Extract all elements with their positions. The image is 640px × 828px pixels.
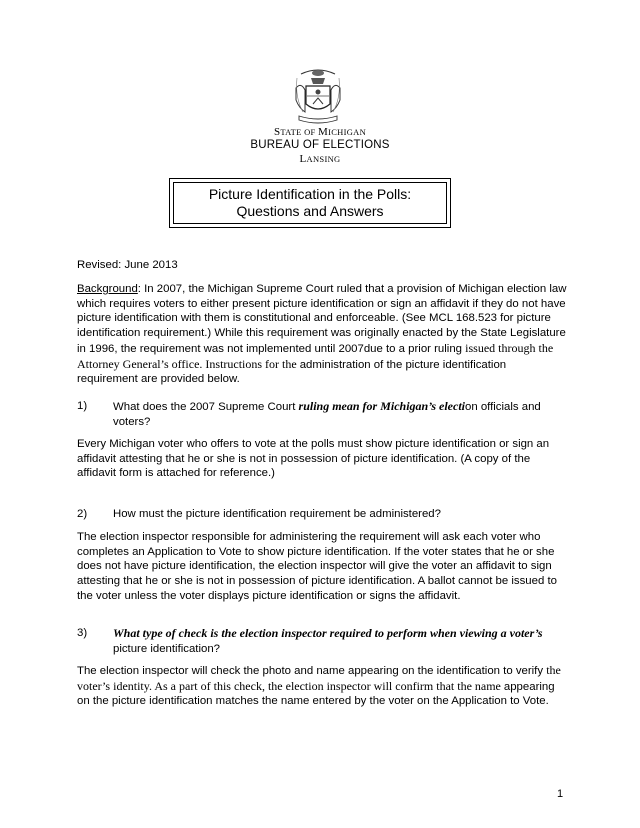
- document-page: STATE OF MICHIGAN BUREAU OF ELECTIONS LANSING Picture Identification in the Polls: Questions and Answers Revised: June 2013 Background: In 2007, the Michigan Supreme Court ruled that a provision of Michigan election law which requires voters to either present picture identification or sign an affidavit if they do not have picture identification with them is constitutional and enforceable. (See MCL 168.523 for picture identification requirement.) While this requirement was originally enacted by the State Legislature in 1996, the requirement was not implemented until 2007due to a prior ruling issued through the Attorney General’s office. Instructions for the administration of the picture identification requirement are provided below. 1) What does the 2007 Supreme Court ruling mean for Michigan’s election officials and voters? Every Michigan voter who offers to vote at the polls must show picture identification or sign an affidavit attesting that he or she is not in possession of picture identification. (A copy of the affidavit form is attached for reference.) 2) How must the picture identification requirement be administered? The election inspector responsible for administering the requirement will ask each voter who completes an Application to Vote to show picture identification. If the voter states that he or she does not have picture identification, the election inspector will give the voter an affidavit to sign attesting that he or she is not in possession of picture identification. A ballot cannot be issued to the voter unless the voter displays picture identification or signs the affidavit. 3) What type of check is the election inspector required to perform when viewing a voter’s picture identification? The election inspector will check the photo and name appearing on the identification to verify the voter’s identity. As a part of this check, the election inspector will confirm that the name appearing on the picture identification matches the name entered by the voter on the Application to Vote. 1: [0, 0, 640, 828]
- title-box: [169, 178, 451, 228]
- background-paragraph: Background: In 2007, the Michigan Supreme Court ruled that a provision of Michigan election law which requires voters to either present picture identification or sign an affidavit if they do not have picture identification with them is constitutional and enforceable. (See MCL 168.523 for picture identification requirement.) While this requirement was originally enacted by the State Legislature in 1996, the requirement was not implemented until 2007due to a prior ruling issued through the Attorney General’s office. Instructions for the administration of the picture identification requirement are provided below.: [77, 283, 567, 386]
- question-number: 1): [77, 400, 88, 412]
- title-line-1: Picture Identification in the Polls:: [208, 186, 412, 202]
- answer-3: The election inspector will check the photo and name appearing on the identification to verify the voter’s identity. As a part of this check, the election inspector will confirm that the name appearing on the picture identification matches the name entered by the voter on the Application to Vote.: [77, 663, 561, 708]
- question-number: 2): [77, 508, 88, 520]
- answer-1: Every Michigan voter who offers to vote at the polls must show picture identification or sign an affidavit attesting that he or she is not in possession of picture identification. (A copy of the affidavit form is attached for reference.): [77, 438, 550, 480]
- bureau-of-elections-line: BUREAU OF ELECTIONS: [250, 139, 390, 151]
- michigan-seal-icon: [293, 68, 343, 126]
- background-label: Background: [77, 283, 138, 295]
- state-of-michigan-line: STATE OF MICHIGAN: [273, 126, 367, 138]
- lansing-line: LANSING: [299, 153, 341, 165]
- revised-date: Revised: June 2013: [77, 259, 178, 271]
- answer-2: The election inspector responsible for administering the requirement will ask each voter who completes an Application to Vote to show picture identification. If the voter states that he or she does not have picture identification, the election inspector will give the voter an affidavit to sign attesting that he or she is not in possession of picture identification. A ballot cannot be issued to the voter unless the voter displays picture identification or signs the affidavit.: [77, 531, 557, 602]
- page-number: 1: [557, 788, 564, 800]
- question-number: 3): [77, 627, 88, 639]
- title-line-2: Questions and Answers: [236, 203, 384, 219]
